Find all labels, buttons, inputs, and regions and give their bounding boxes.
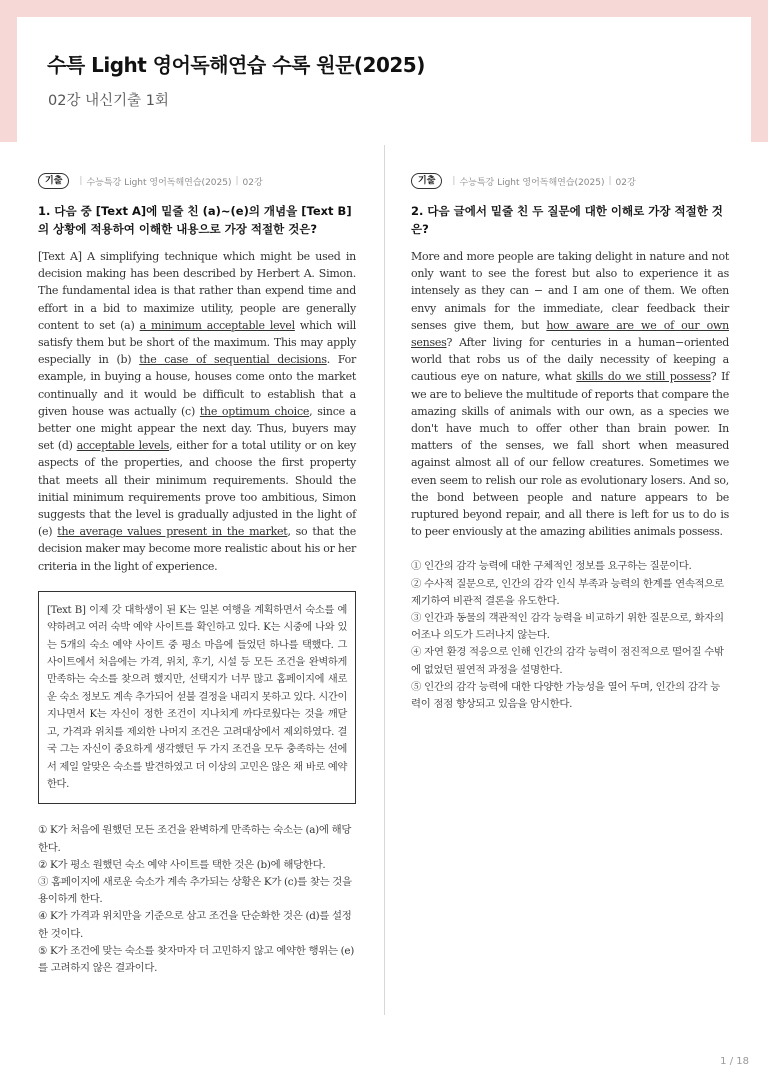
answer-option-2[interactable]: ② 수사적 질문으로, 인간의 감각 인식 부족과 능력의 한계를 연속적으로 제기하여 비관적 결론을 유도한다. [411, 577, 724, 607]
source-label: 수능특강 Light 영어독해연습(2025) [459, 177, 605, 188]
unit-label: 02강 [615, 177, 636, 188]
meta-separator: | [608, 176, 612, 186]
answer-option-4[interactable]: ④ K가 가격과 위치만을 기준으로 삼고 조건을 단순화한 것은 (d)를 설정한 것이다. [38, 910, 352, 940]
passage: More and more people are taking delight in nature and not only want to see the forest but also to experience it as intensely as they can − and I am one of them. We often envy animals for the immediate, clear feedback their senses give them, but how aware are we of our own senses? After living for centuries in a human−oriented world that robs us of the daily necessity of keeping a cautious eye on nature, what skills do we still possess? If we are to believe the multitude of reports that compare the amazing skills of animals with our own, as a species we don't have much to offer other than brain power. In matters of the senses, we fall short when measured against almost all of our fellow creatures. Sometimes we even seem to relish our role as evolutionary losers. And so, the bond between people and nature appears to be ruptured beyond repair, and all there is left for us to do is to peer enviously at the amazing abilities animals possess. [411, 250, 729, 539]
question-meta [411, 172, 729, 190]
document-subtitle: 02강 내신기출 1회 [48, 93, 169, 109]
meta-separator: | [79, 176, 83, 186]
text-b-box: [Text B] 이제 갓 대학생이 된 K는 일본 여행을 계획하면서 숙소를 예약하려고 여러 숙박 예약 사이트를 확인하고 있다. K는 시중에 나와 있는 5개의 숙소 예약 사이트 중 평소 마음에 들었던 하나를 택했다. 그 사이트에서 처음에는 가격, 위치, 후기, 시설 등 모든 조건을 완벽하게 만족하는 숙소를 찾으려 했지만, 선택지가 너무 많고 홈페이지에 새로운 숙소 정보도 계속 추가되어 섣불 결정을 내리지 못하고 있다. 시간이 지나면서 K는 자신이 정한 조건이 지나치게 까다로웠다는 것을 깨닫고, 가격과 위치를 제외한 나머지 조건은 고려대상에서 제외하였다. 결국 그는 자신이 중요하게 생각했던 두 가지 조건을 모두 충족하는 선에서 제일 알맞은 숙소를 발견하였고 더 이상의 고민은 않은 채 바로 예약한다. [38, 591, 356, 804]
underlined-phrase: the case of sequential decisions [139, 353, 327, 367]
meta-separator: | [452, 176, 456, 186]
underlined-phrase: the average values present in the market [57, 525, 288, 539]
text-a-passage: [Text A] A simplifying technique which might be used in decision making has been described by Herbert A. Simon. The fundamental idea is that rather than expend time and effort in a bid to maximize utility, people are generally content to set (a) a minimum acceptable level which will satisfy them but be short of the maximum. This may apply especially in (b) the case of sequential decisions. For example, in buying a house, houses come onto the market continually and it would be difficult to establish that a given house was actually (c) the optimum choice, since a better one might appear the next day. Thus, buyers may set (d) acceptable levels, either for a total utility or on key aspects of the properties, and choose the first property that meets all their minimum requirements. Should the initial minimum requirements prove too ambitious, Simon suggests that the level is gradually adjusted in the light of (e) the average values present in the market, so that the decision maker may become more realistic about his or her criteria in the light of experience. [38, 250, 357, 573]
source-badge: 기출 [411, 173, 442, 189]
question-1 [38, 172, 356, 977]
question-title: 2. 다음 글에서 밑줄 친 두 질문에 대한 이해로 가장 적절한 것은? [411, 204, 723, 236]
question-meta [38, 172, 356, 190]
meta-separator: | [235, 176, 239, 186]
answer-options [38, 822, 356, 977]
unit-label: 02강 [242, 177, 263, 188]
answer-option-3[interactable]: ③ 홈페이지에 새로운 숙소가 계속 추가되는 상황은 K가 (c)를 찾는 것을 용이하게 한다. [38, 875, 352, 906]
underlined-phrase: how aware are we of our own senses [411, 318, 729, 350]
source-label: 수능특강 Light 영어독해연습(2025) [86, 177, 232, 188]
answer-options [411, 558, 729, 713]
underlined-phrase: the optimum choice [199, 404, 310, 418]
source-badge: 기출 [38, 173, 69, 189]
answer-option-5[interactable]: ⑤ 인간의 감각 능력에 대한 다양한 가능성을 열어 두며, 인간의 감각 능력이 점점 향상되고 있음을 암시한다. [411, 680, 721, 711]
underlined-phrase: acceptable levels [76, 439, 170, 453]
header-card [17, 17, 751, 142]
answer-option-1[interactable]: ① 인간의 감각 능력에 대한 구체적인 정보를 요구하는 질문이다. [411, 560, 692, 573]
question-2 [411, 172, 729, 713]
underlined-phrase: skills do we still possess [576, 370, 711, 384]
page-number: 1 / 18 [720, 1056, 749, 1067]
document-title: 수특 Light 영어독해연습 수록 원문(2025) [47, 53, 425, 77]
answer-option-3[interactable]: ③ 인간과 동물의 객관적인 감각 능력을 비교하기 위한 질문으로, 화자의 어조나 의도가 드러나지 않는다. [411, 612, 724, 642]
underlined-phrase: a minimum acceptable level [139, 318, 295, 332]
answer-option-4[interactable]: ④ 자연 환경 적응으로 인해 인간의 감각 능력이 점진적으로 떨어질 수밖에 없었던 필연적 과정을 설명한다. [411, 646, 724, 676]
question-title: 1. 다음 중 [Text A]에 밑줄 친 (a)~(e)의 개념을 [Text B]의 상황에 적용하여 이해한 내용으로 가장 적절한 것은? [38, 204, 352, 236]
column-divider [384, 145, 385, 1015]
answer-option-5[interactable]: ⑤ K가 조건에 맞는 숙소를 찾자마자 더 고민하지 않고 예약한 행위는 (e)를 고려하지 않은 결과이다. [38, 944, 355, 974]
answer-option-1[interactable]: ① K가 처음에 원했던 모든 조건을 완벽하게 만족하는 숙소는 (a)에 해당한다. [38, 824, 352, 854]
answer-option-2[interactable]: ② K가 평소 원했던 숙소 예약 사이트를 택한 것은 (b)에 해당한다. [38, 858, 326, 871]
